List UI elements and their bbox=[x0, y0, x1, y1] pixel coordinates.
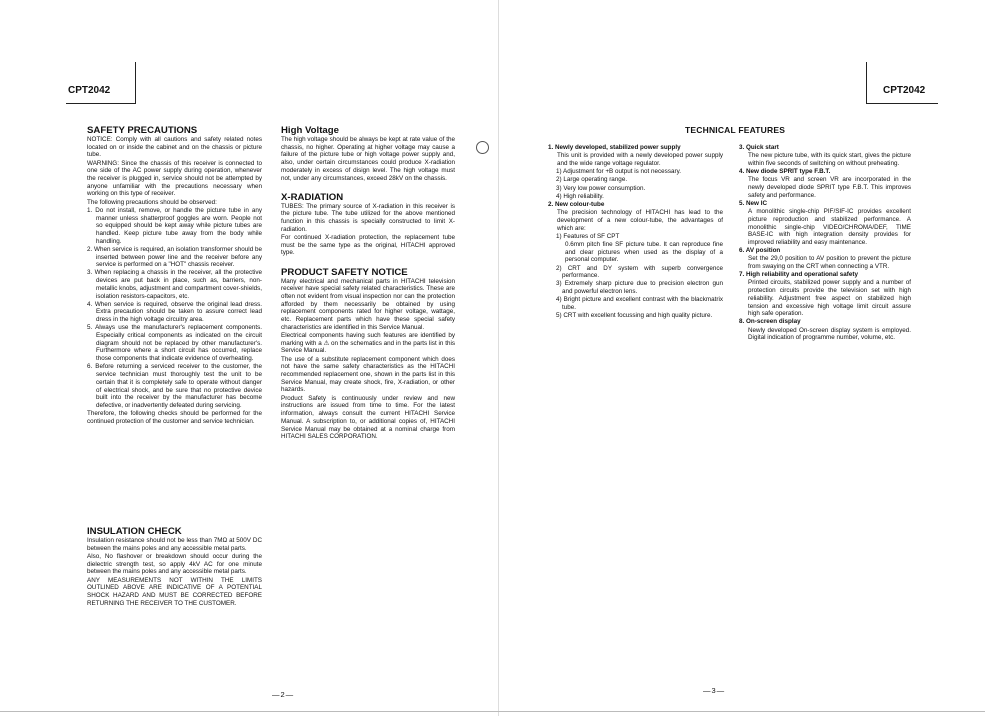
high-voltage-text: The high voltage should be always be kept at rate value of the chassis, no higher. Operating at higher voltage may cause a failure of the picture tube or high voltage power supply and, also, under certain circumstances could produce X-radiation moderately in excess of disign level. The high voltage must not, under any circumstances, exceed 28kV on the chassis. bbox=[281, 136, 455, 182]
safety-item-5: 5. Always use the manufacturer's replacement components. Especially critical components as indicated on the circuit diagram should not be replaced by other manufacturer's. Furthermore where a short circuit has occurred, replace those components that indicate evidence of overheating. bbox=[87, 324, 262, 363]
feature-7-text: Printed circuits, stabilized power supply and a number of protection circuits provide the television set with high reliability. Adjustment free aspect on stabilized high tension and excessive high voltage limit circuit assure high safe operation. bbox=[748, 279, 911, 318]
product-safety-title: PRODUCT SAFETY NOTICE bbox=[281, 266, 408, 278]
feature-2-item: 1) Features of SF CPT bbox=[556, 232, 620, 240]
product-safety-p1: Many electrical and mechanical parts in HITACHI television receiver have special safety related characteristics. These are often not evident from visual inspection nor can the protection afforded by them necessarily be obtained by using replacement components rated for higher voltage, wattage, etc. Replacement parts which have these special safety characteristics are identified in this Service Manual. bbox=[281, 277, 455, 331]
safety-precautions-section bbox=[87, 125, 262, 426]
header-rule-right-vertical bbox=[866, 62, 867, 104]
feature-8-title: 8. On-screen display bbox=[739, 318, 801, 326]
insulation-p1: Insulation resistance should not be less than 7MΩ at 500V DC between the mains poles and any accessible metal parts. bbox=[87, 537, 262, 552]
xradiation-p1: TUBES: The primary source of X-radiation in this receiver is the picture tube. The tube utilized for the above mentioned function in this chassis is specially constructed to limit X-radiation. bbox=[281, 202, 455, 233]
feature-2-item: 2) CRT and DY system with superb convergence performance. bbox=[556, 264, 723, 280]
safety-intro: The following precautions should be observed: bbox=[87, 198, 217, 206]
feature-1-title: 1. Newly developed, stabilized power supply bbox=[548, 144, 681, 151]
model-number-left: CPT2042 bbox=[68, 85, 111, 96]
header-rule-left-vertical bbox=[135, 62, 136, 104]
insulation-p3: ANY MEASUREMENTS NOT WITHIN THE LIMITS OUTLINED ABOVE ARE INDICATIVE OF A POTENTIAL SHOCK HAZARD AND MUST BE CORRECTED BEFORE RETURNING THE RECEIVER TO THE CUSTOMER. bbox=[87, 576, 262, 607]
technical-features-left bbox=[548, 144, 723, 320]
product-safety-p3: The use of a substitute replacement component which does not have the same safety characteristics as the HITACHI recommended replacement one, shown in the parts list in this Service Manual, may create shock, fire, X-radiation, or other hazards. bbox=[281, 355, 455, 394]
feature-2-text: The precision technology of HITACHI has lead to the development of a new colour-tube, the advantages of which are: bbox=[557, 209, 723, 232]
page-number-right: —3— bbox=[703, 686, 726, 695]
safety-item-3: 3. When replacing a chassis in the receiver, all the protective devices are put back in place, such as, barriers, non-metallic knobs, adjustment and compartment cover-shields, isolation resistors-capacitors, etc. bbox=[87, 269, 262, 300]
header-rule-right-horizontal bbox=[866, 103, 938, 104]
safety-notice: NOTICE: Comply with all cautions and safety related notes located on or inside the cabinet and on the chassis or picture tube. bbox=[87, 136, 262, 159]
feature-1-text: This unit is provided with a newly developed power supply and the wide range voltage regulator. bbox=[557, 152, 723, 167]
middle-column bbox=[281, 125, 455, 441]
feature-1-item: 3) Very low power consumption. bbox=[556, 184, 646, 192]
feature-5-title: 5. New IC bbox=[739, 199, 767, 207]
safety-item-4: 4. When service is required, observe the original lead dress. Extra precaution should be taken to assure correct lead dress in the high voltage circuitry area. bbox=[87, 300, 262, 324]
model-number-right: CPT2042 bbox=[883, 85, 926, 96]
feature-4-text: The focus VR and screen VR are incorporated in the newly developed diode SPRIT type F.B.T. This improves safety and performance. bbox=[748, 176, 911, 199]
safety-title: SAFETY PRECAUTIONS bbox=[87, 125, 198, 136]
binder-hole-icon bbox=[476, 141, 489, 154]
feature-6-title: 6. AV position bbox=[739, 247, 781, 255]
feature-3-title: 3. Quick start bbox=[739, 144, 779, 151]
feature-2-title: 2. New colour-tube bbox=[548, 200, 605, 208]
xradiation-p2: For continued X-radiation protection, the replacement tube must be the same type as the original, HITACHI approved type. bbox=[281, 234, 455, 257]
feature-2-item: 3) Extremely sharp picture due to precision electron gun and powerful electron lens. bbox=[556, 280, 723, 296]
safety-item-6: 6. Before returning a serviced receiver to the customer, the service technician must thoroughly test the unit to be certain that it is completely safe to operate without danger of electrical shock, and be sure that no protective device built into the receiver by the manufacturer has become defective, or inadvertently defeated during servicing. bbox=[87, 363, 262, 409]
page-fold-line bbox=[498, 0, 499, 716]
feature-8-text: Newly developed On-screen display system is employed. Digital indication of programme number, volume, etc. bbox=[748, 326, 911, 342]
feature-7-title: 7. High reliability and operational safety bbox=[739, 271, 858, 279]
feature-2-item: 5) CRT with excellent focussing and high quality picture. bbox=[556, 312, 713, 320]
feature-2-item: 4) Bright picture and excellent contrast with the blackmatrix tube. bbox=[556, 296, 723, 312]
feature-2-item: 0.6mm pitch fine SF picture tube. It can reproduce fine and clear pictures when used as the display of a personal computer. bbox=[565, 240, 723, 264]
feature-5-text: A monolithic single-chip PIF/SIF-IC provides excellent picture reproduction and stabilized performance. A monolithic single-chip VIDEO/CHROMA/DEF, TIME BASE-IC with high integration density provides for improved reliability and easy maintenance. bbox=[748, 208, 911, 246]
feature-4-title: 4. New diode SPRIT type F.B.T. bbox=[739, 168, 831, 176]
technical-features-right bbox=[739, 144, 911, 343]
insulation-check-section bbox=[87, 526, 262, 608]
xradiation-title: X-RADIATION bbox=[281, 191, 344, 203]
bottom-edge-line bbox=[0, 711, 985, 712]
safety-item-1: 1. Do not install, remove, or handle the picture tube in any manner unless shatterproof goggles are worn. People not so equipped should be kept away while picture tubes are handled. Keep picture tube away from the body while handling. bbox=[87, 206, 262, 245]
safety-item-2: 2. When service is required, an isolation transformer should be inserted between power line and the receiver before any service is performed on a "HOT" chassis receiver. bbox=[87, 245, 262, 269]
feature-1-item: 1) Adjustment for +B output is not necessary. bbox=[556, 168, 682, 176]
safety-warning: WARNING: Since the chassis of this receiver is connected to one side of the AC power supply during operation, whenever the receiver is plugged in, service should not be attempted by anyone unfamiliar with the precautions necessary when working on this type of receiver. bbox=[87, 159, 262, 198]
feature-6-text: Set the 29,0 position to AV position to prevent the picture from swaying on the CRT when connecting a VTR. bbox=[748, 255, 911, 271]
insulation-title: INSULATION CHECK bbox=[87, 526, 182, 537]
feature-3-text: The new picture tube, with its quick start, gives the picture within five seconds of switching on without preheating. bbox=[748, 152, 911, 167]
feature-1-item: 4) High reliability. bbox=[556, 192, 604, 200]
high-voltage-title: High Voltage bbox=[281, 125, 339, 136]
feature-1-item: 2) Large operating range. bbox=[556, 176, 628, 184]
technical-features-title: TECHNICAL FEATURES bbox=[685, 125, 786, 135]
page-number-left: —2— bbox=[272, 690, 295, 699]
safety-closing: Therefore, the following checks should be performed for the continued protection of the customer and service technician. bbox=[87, 410, 262, 425]
header-rule-left-horizontal bbox=[66, 103, 136, 104]
product-safety-p4: Product Safety is continuously under review and new instructions are issued from time to time. For the latest information, always consult the current HITACHI Service Manual. A subscription to, or additional copies of, HITACHI Service Manual may be obtained at a nominal charge from HITACHI SALES CORPORATION. bbox=[281, 394, 455, 441]
insulation-p2: Also, No flashover or breakdown should occur during the dielectric strength test, so apply 4kV AC for one minute between the mains poles and any accessible metal parts. bbox=[87, 552, 262, 576]
product-safety-p2: Electrical components having such features are identified by marking with a ⚠ on the schematics and in the parts list in this Service Manual. bbox=[281, 332, 455, 355]
